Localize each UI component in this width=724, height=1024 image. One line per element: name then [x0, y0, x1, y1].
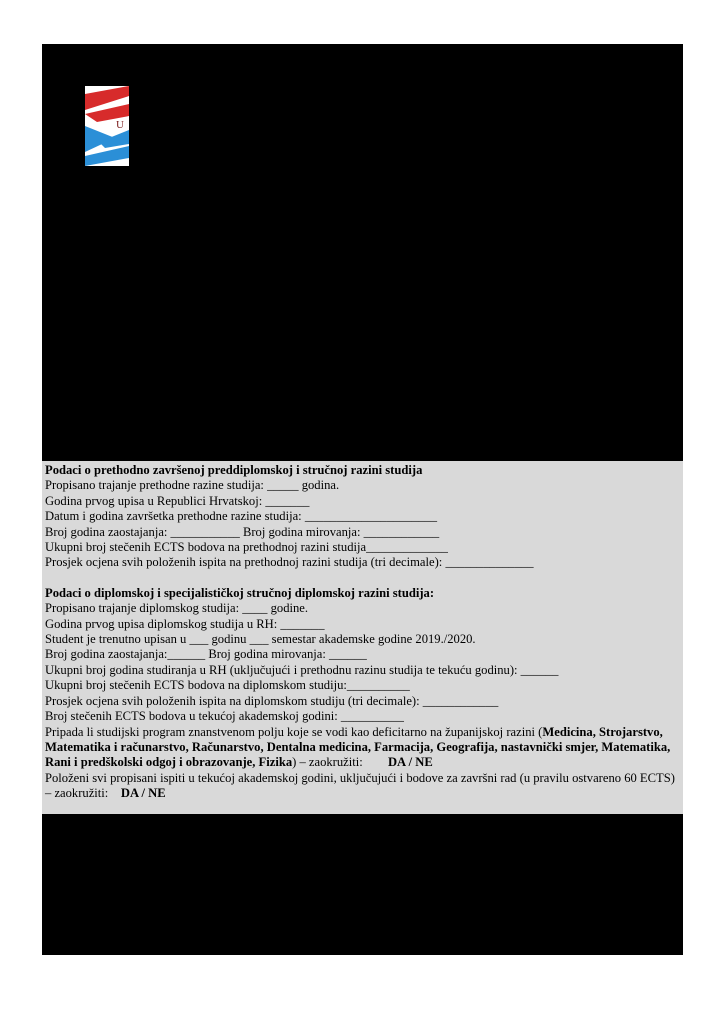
total-study-years-field[interactable]: Ukupni broj godina studiranja u RH (uključujući i prethodnu razinu studija te tekuću godinu): ______ [45, 662, 559, 677]
form-panel [42, 461, 683, 814]
university-logo-icon [85, 86, 129, 166]
graduate-grade-average-field[interactable]: Prosjek ocjena svih položenih ispita na diplomskom studiju (tri decimale): ____________ [45, 693, 499, 708]
deficit-field-list: Medicina, Strojarstvo, Matematika i računarstvo, Računarstvo, Dentalna medicina, Farmacija, Geografija, nastavnički smjer, Matematika, Rani i predškolski odgoj i obrazovanje, Fizika [45, 724, 671, 770]
prior-grade-average-field[interactable]: Prosjek ocjena svih položenih ispita na prethodnoj razini studija (tri decimale): ______________ [45, 555, 534, 570]
passed-exams-question [45, 771, 679, 802]
graduate-study-duration-field[interactable]: Propisano trajanje diplomskog studija: ____ godine. [45, 601, 309, 616]
deficit-question-suffix: ) – zaokružiti: [292, 755, 363, 770]
section1-title: Podaci o prethodno završenoj preddiplomskoj i stručnoj razini studija [45, 463, 423, 477]
deficit-field-question [45, 725, 679, 771]
prior-study-duration-field[interactable]: Propisano trajanje prethodne razine studija: _____ godina. [45, 478, 340, 493]
current-year-ects-field[interactable]: Broj stečenih ECTS bodova u tekućoj akademskoj godini: __________ [45, 709, 404, 724]
prior-study-completion-date-field[interactable]: Datum i godina završetka prethodne razine studija: _____________________ [45, 509, 438, 524]
passed-exams-text: Položeni svi propisani ispiti u tekućoj akademskoj godini, uključujući i bodove za završni rad (u pravilu ostvareno 60 ECTS) – zaokružiti: [45, 770, 675, 801]
first-enrollment-year-field[interactable]: Godina prvog upisa u Republici Hrvatskoj: _______ [45, 493, 310, 508]
deficit-choice[interactable]: DA / NE [387, 755, 433, 770]
graduate-ects-total-field[interactable]: Ukupni broj stečenih ECTS bodova na diplomskom studiju:__________ [45, 678, 410, 693]
prior-ects-total-field[interactable]: Ukupni broj stečenih ECTS bodova na prethodnoj razini studija_____________ [45, 540, 448, 555]
svg-text:U: U [116, 119, 124, 131]
section2-title: Podaci o diplomskoj i specijalističkoj stručnoj diplomskoj razini studija: [45, 585, 435, 600]
delay-and-pause-years-field[interactable]: Broj godina zaostajanja: ___________ Broj godina mirovanja: ____________ [45, 524, 440, 539]
current-enrollment-field[interactable]: Student je trenutno upisan u ___ godinu ___ semestar akademske godine 2019./2020. [45, 632, 476, 647]
graduate-delay-pause-field[interactable]: Broj godina zaostajanja:______ Broj godina mirovanja: ______ [45, 647, 367, 662]
deficit-question-prefix: Pripada li studijski program znanstvenom polju koje se vodi kao deficitarno na županijskoj razini ( [45, 724, 543, 739]
graduate-first-enrollment-field[interactable]: Godina prvog upisa diplomskog studija u RH: _______ [45, 616, 325, 631]
logo-graphic [85, 86, 129, 166]
passed-exams-choice[interactable]: DA / NE [120, 786, 166, 801]
